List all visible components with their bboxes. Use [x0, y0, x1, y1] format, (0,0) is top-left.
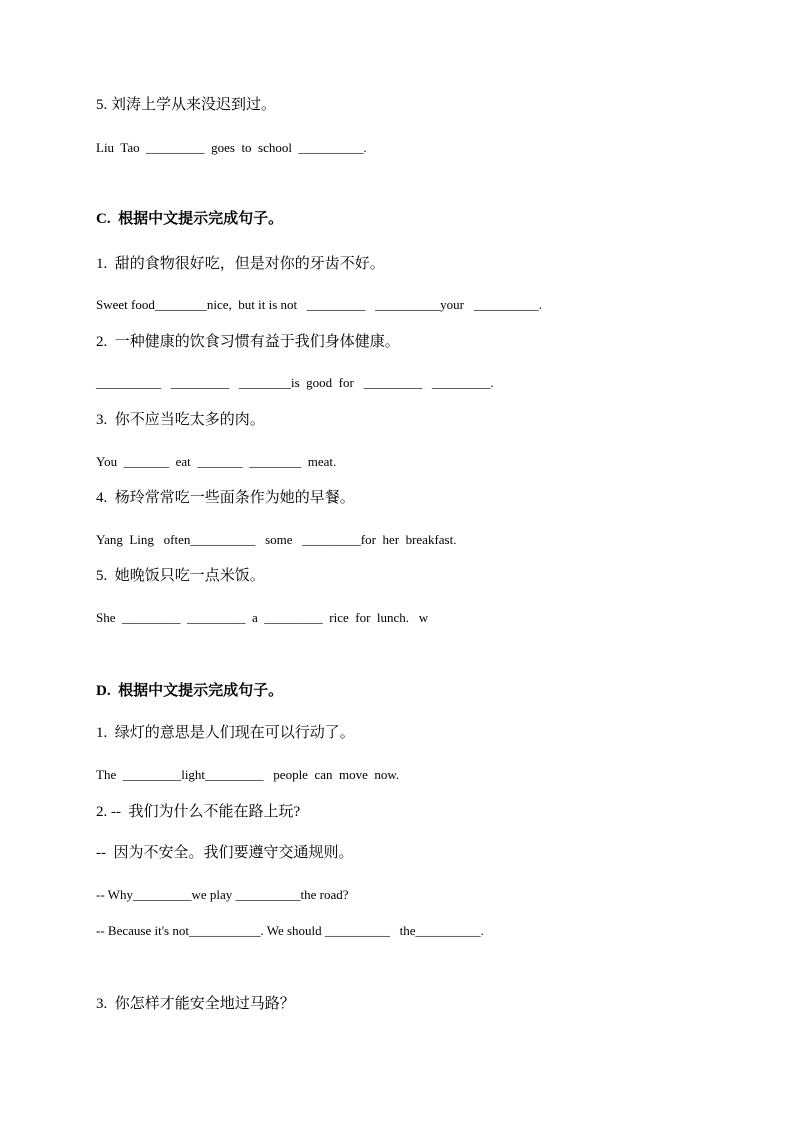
item-d3-chinese: 3. 你怎样才能安全地过马路？: [96, 996, 295, 1012]
item-5-english: She _________ _________ a _________ rice for lunch. w: [96, 610, 429, 625]
item-c5-chinese: 5. 刘涛上学从来没迟到过。: [96, 97, 277, 113]
item-d2-answer-chinese: -- 因为不安全。我们要遵守交通规则。: [96, 845, 354, 861]
item-d1-chinese: 1. 绿灯的意思是人们现在可以行动了。: [96, 725, 355, 741]
item-d2-question-chinese: 2. -- 我们为什么不能在路上玩?: [96, 804, 301, 820]
item-d1-english: The _________light_________ people can move now.: [96, 767, 400, 782]
item-c5-english: Liu Tao _________ goes to school __________.: [96, 140, 367, 155]
item-3-english: You _______ eat _______ ________ meat.: [96, 454, 337, 469]
item-d2-question-english: -- Why_________we play __________the road?: [96, 887, 349, 902]
section-c-heading: C. 根据中文提示完成句子。: [96, 211, 284, 227]
section-d-heading: D. 根据中文提示完成句子。: [96, 683, 284, 699]
item-3-chinese: 3. 你不应当吃太多的肉。: [96, 412, 265, 428]
item-5-chinese: 5. 她晚饭只吃一点米饭。: [96, 568, 265, 584]
item-4-english: Yang Ling often__________ some _________for her breakfast.: [96, 532, 457, 547]
item-2-english: __________ _________ ________is good for _________ _________.: [96, 375, 494, 390]
item-1-chinese: 1. 甜的食物很好吃，但是对你的牙齿不好。: [96, 256, 385, 272]
item-d2-answer-english: -- Because it's not___________. We should __________ the__________.: [96, 923, 484, 938]
item-4-chinese: 4. 杨玲常常吃一些面条作为她的早餐。: [96, 490, 355, 506]
item-1-english: Sweet food________nice, but it is not _________ __________your __________.: [96, 297, 542, 312]
item-2-chinese: 2. 一种健康的饮食习惯有益于我们身体健康。: [96, 334, 400, 350]
